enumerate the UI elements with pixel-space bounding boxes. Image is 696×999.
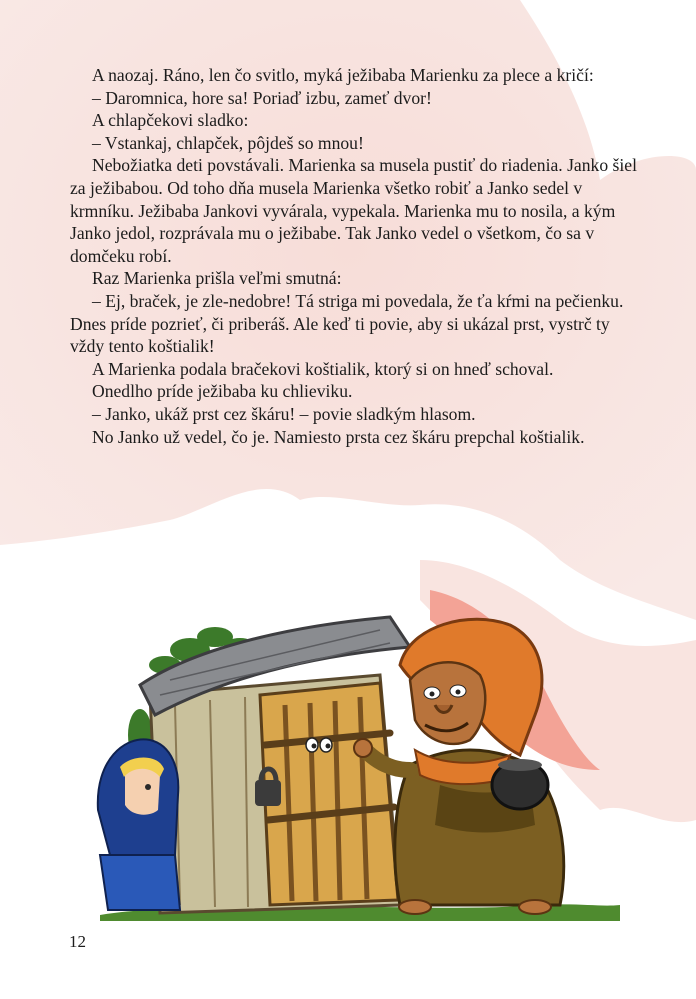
paragraph: Raz Marienka prišla veľmi smutná: [92, 268, 342, 289]
paragraph: No Janko už vedel, čo je. Namiesto prsta cez škáru prepchal koštialik. [92, 426, 585, 447]
paragraph: A Marienka podala bračekovi koštialik, ktorý si on hneď schoval. [92, 358, 554, 379]
paragraph: Onedlho príde ježibaba ku chlieviku. [92, 381, 353, 402]
witch-and-hut-illustration [80, 555, 696, 935]
paragraph: – Ej, braček, je zle-nedobre! Tá striga mi povedala, že ťa kŕmi na pečienku. Dnes príde pozrieť, či priberáš. Ale keď ti povie, aby si ukázal prst, vystrč ty vždy tento koštialik! [70, 290, 624, 357]
page-number: 12 [69, 932, 86, 951]
paragraph: Nebožiatka deti povstávali. Marienka sa musela pustiť do riadenia. Janko šiel za ježibabou. Od toho dňa musela Marienka všetko robiť a Janko sedel v krmníku. Ježibaba Jankovi vyvárala, vypekala. Marienka mu to nosila, a kým Janko jedol, rozprávala mu o ježibabe. Tak Janko vedel o všetkom, čo sa v domčeku robí. [70, 155, 637, 266]
paragraph: – Vstankaj, chlapček, pôjdeš so mnou! [92, 132, 364, 153]
paragraph: – Daromnica, hore sa! Poriaď izbu, zameť dvor! [92, 87, 432, 108]
story-text [70, 64, 640, 448]
paragraph: A chlapčekovi sladko: [92, 110, 249, 131]
paragraph: A naozaj. Ráno, len čo svitlo, myká ježibaba Marienku za plece a kričí: [92, 65, 594, 85]
paragraph: – Janko, ukáž prst cez škáru! – povie sladkým hlasom. [92, 403, 476, 424]
